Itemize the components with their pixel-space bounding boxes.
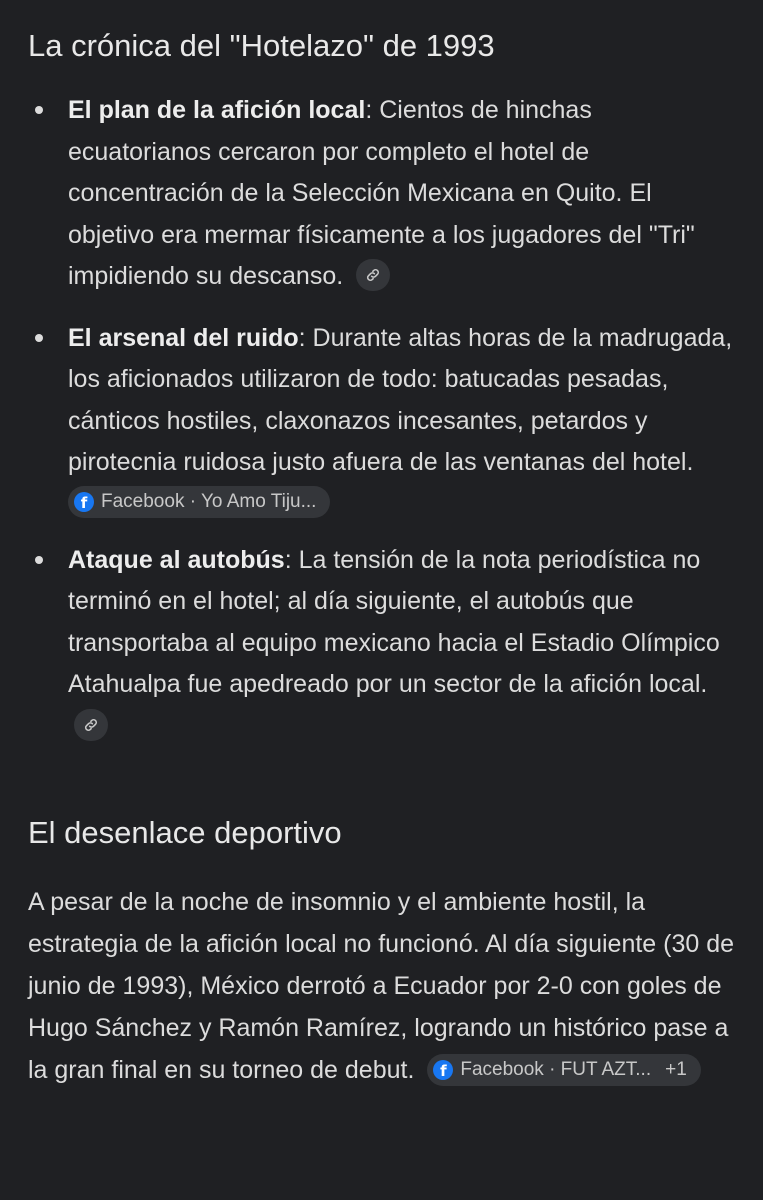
source-chip-label: Facebook · Yo Amo Tiju... [101,490,317,512]
list-item-title: El plan de la afición local [68,96,366,124]
facebook-icon: f [433,1060,453,1080]
section-heading-hotelazo: La crónica del "Hotelazo" de 1993 [28,28,495,63]
paragraph-text: A pesar de la noche de insomnio y el ambiente hostil, la estrategia de la afición local no funcionó. Al día siguiente (30 de junio de 1993), México derrotó a Ecuador por 2-0 con goles de Hugo Sánchez y Ramón Ramírez, logrando un histórico pase a la gran final en su torneo de debut. [28,888,735,1085]
bullet-dot [35,556,43,564]
list-item-text: : Durante altas horas de la madrugada, los aficionados utilizaron de todo: batucadas pesadas, cánticos hostiles, claxonazos incesantes, petardos y pirotecnia ruidosa justo afuera de las ventanas del hotel. [68,323,733,476]
source-chip-label: Facebook · FUT AZT... [460,1058,652,1080]
bullet-dot [35,334,43,342]
list-item [28,318,740,520]
bullet-dot [35,106,43,114]
list-item-title: Ataque al autobús [68,545,285,574]
desenlace-paragraph [28,881,740,1091]
list-item-title: El arsenal del ruido [68,323,299,352]
facebook-source-chip[interactable] [427,1054,700,1086]
chronicle-list [28,90,740,747]
section-heading-desenlace: El desenlace deportivo [28,815,342,851]
source-row [68,486,740,520]
source-link-button[interactable] [74,709,108,741]
facebook-icon: f [74,492,94,512]
list-item-text: : Cientos de hinchas ecuatorianos cercaron por completo el hotel de concentración de la Selección Mexicana en Quito. El objetivo era mermar físicamente a los jugadores del "Tri" impidiendo su descanso. [68,96,695,290]
response-content [28,18,740,1091]
list-item [28,540,740,748]
list-item [28,90,740,298]
list-item-text: : La tensión de la nota periodística no terminó en el hotel; al día siguiente, el autobús que transportaba al equipo mexicano hacia el Estadio Olímpico Atahualpa fue apedreado por un sector de la afición local. [68,545,720,699]
source-link-button[interactable] [356,259,390,291]
link-icon [365,267,381,283]
facebook-source-chip[interactable] [68,486,330,518]
link-icon [83,717,99,733]
source-count-badge: +1 [665,1058,687,1080]
